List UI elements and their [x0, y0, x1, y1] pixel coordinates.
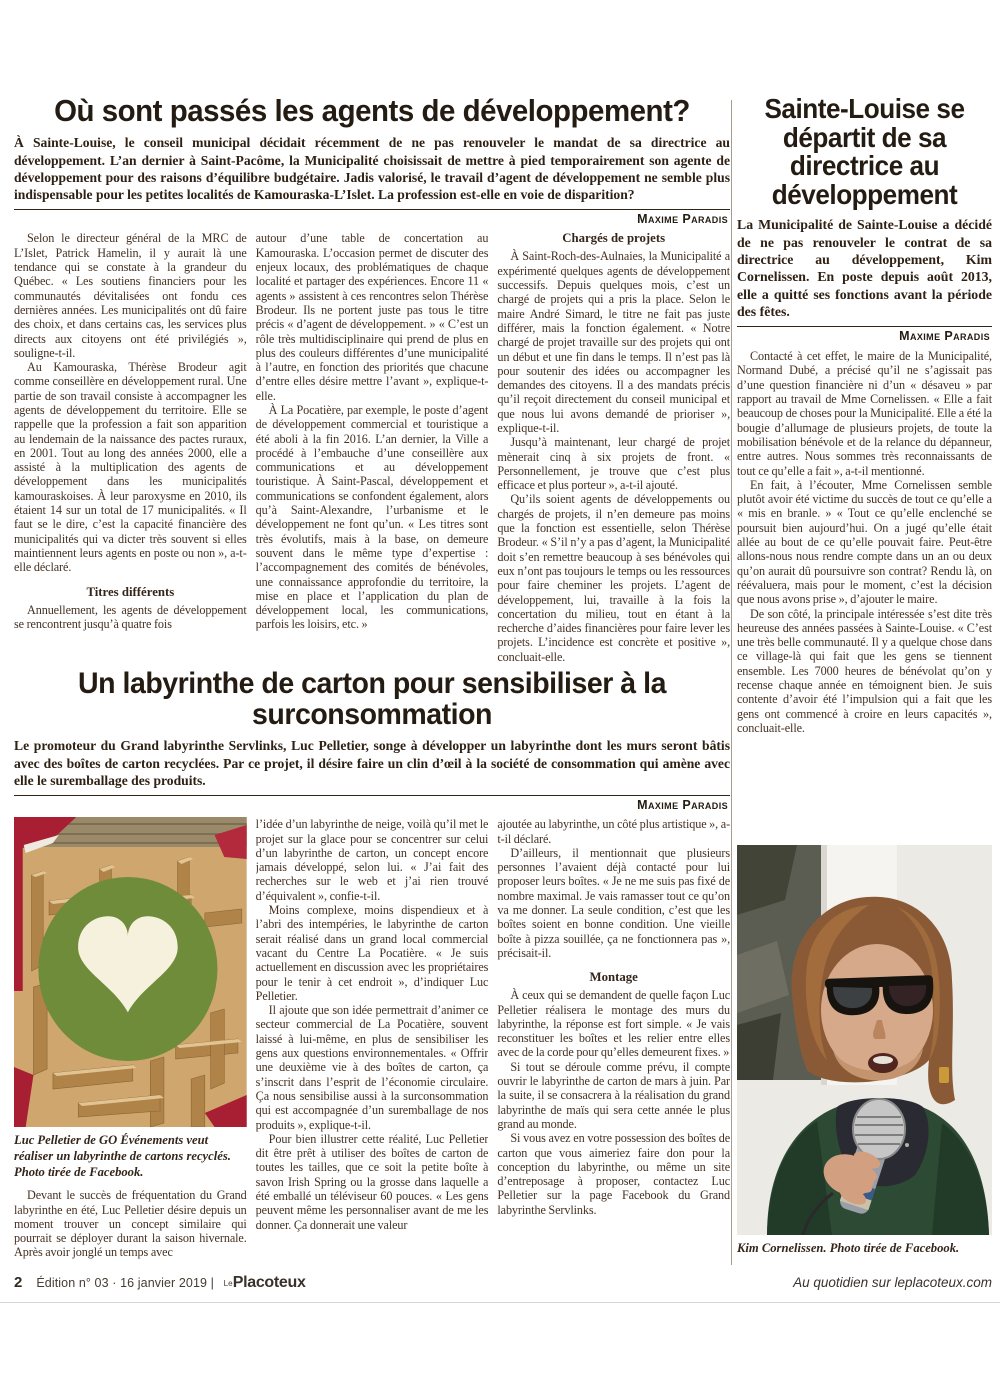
article1-byline: Maxime Paradis	[637, 212, 728, 227]
page-number: 2	[14, 1274, 23, 1291]
sidebar-byline: Maxime Paradis	[899, 329, 990, 344]
portrait-photo-caption: Kim Cornelissen. Photo tirée de Facebook.	[737, 1241, 960, 1255]
article2-headline: Un labyrinthe de carton pour sensibiliser à la surconsommation	[78, 667, 666, 732]
paragraph: Si vous avez en votre possession des boîtes de carton que vous aimeriez faire don pour la conception du labyrinthe, ou même un site d’entreposage à proposer, contactez Luc Pelletier sur la page Facebook du Grand labyrinthe Servlinks.	[497, 1131, 731, 1217]
paragraph: ajoutée au labyrinthe, un côté plus artistique », a-t-il déclaré.	[497, 817, 731, 846]
paragraph: D’ailleurs, il mentionnait que plusieurs personnes l’avaient déjà contacté pour lui proposer leurs boîtes. « Je ne me suis pas fixé de nombre maximal. Je vais ramasser tout ce qu’on va me donner. La seule condition, c’est que les boîtes soient en bonne condition. Une vieille boîte à pizza souillée, ça ne fonctionnera pas », précisait-il.	[497, 845, 731, 960]
portrait-photo	[737, 845, 992, 1235]
article1-lede: À Sainte-Louise, le conseil municipal décidait récemment de ne pas renouveler le mandat de sa directrice au développement. L’an dernier à Saint-Pacôme, la Municipalité choisissait de mettre à pied temporairement son agente de développement pour des raisons d’équilibre budgétaire. Jadis valorisé, le travail d’agent de développement ne semble plus indispensable pour les petites localités de Kamouraska-L’Islet. La profession est-elle en voie de disparition?	[14, 135, 730, 203]
article2-column-3	[497, 817, 730, 1272]
brand-name: Placoteux	[232, 1274, 306, 1291]
article2-column-1	[14, 817, 247, 1272]
article2-byline: Maxime Paradis	[637, 798, 728, 813]
paragraph: Qu’ils soient agents de développements ou chargés de projets, il n’en demeure pas moins que la fonction est essentielle, selon Thérèse Brodeur. « S’il n’y a pas d’agent, la Municipalité doit s’en remettre beaucoup à ses bénévoles qui eux n’ont pas toujours le temps ou les ressources pour faire cheminer les projets. L’agent de développement, lui, travaille à la fois la concertation du milieu, tout en étant à la recherche d’aides financières pour faire lever les projets. L’incidence est concrète et positive », concluait-elle.	[497, 492, 731, 664]
brand-logo	[224, 1276, 306, 1290]
article1-column-1	[14, 231, 247, 668]
sidebar-body	[737, 349, 992, 735]
edition-info	[36, 1274, 305, 1292]
sidebar-headline: Sainte-Louise se départit de sa directrice au développement	[764, 93, 965, 210]
paragraph: Annuellement, les agents de développement se rencontrent jusqu’à quatre fois	[14, 602, 247, 631]
footer-folio	[14, 1274, 306, 1292]
edition-label: Édition n° 03	[36, 1276, 109, 1290]
article1-column-3	[497, 231, 730, 668]
subhead-titres-differents: Titres différents	[86, 584, 175, 599]
paragraph: En fait, à l’écouter, Mme Cornelissen semble plutôt avoir été victime du succès de tout ce qu’elle a « mis en branle. » « Tout ce qu’elle enclenché se poursuit bien aujourd’hui. On a jugé qu’elle était allée au bout de ce qu’elle pouvait faire. Peut-être allons-nous nous rendre compte dans un an ou deux qu’on aurait dû poursuivre son contrat? Rendu là, on réévaluera, mais pour le moment, c’est la décision que nous avons prise », d’ajouter le maire.	[737, 477, 992, 607]
article2-lede: Le promoteur du Grand labyrinthe Servlinks, Luc Pelletier, songe à développer un labyrinthe dont les murs seront bâtis avec des boîtes de carton recyclées. Par ce projet, il désire faire un clin d’œil à la société de consommation qui amène avec elle le suremballage des produits.	[14, 738, 730, 788]
portrait-photo-block	[737, 845, 992, 1256]
brand-prefix: Le	[223, 1279, 233, 1288]
paragraph: Jusqu’à maintenant, leur chargé de projet mènerait cinq à six projets de front. « Personnellement, je trouve que c’est plus efficace et plus porteur », a-t-il ajouté.	[497, 435, 731, 493]
paragraph: Devant le succès de fréquentation du Grand labyrinthe en été, Luc Pelletier désire depuis un moment trouver un concept similaire qui pourrait se déployer durant la saison hivernale. Après avoir jonglé un temps avec	[14, 1188, 247, 1260]
article2-column-2	[256, 817, 489, 1272]
article1-column-2	[256, 231, 489, 668]
paragraph: l’idée d’un labyrinthe de neige, voilà qu’il met le projet sur la glace pour se concentrer sur celui d’un labyrinthe de carton, un concept encore jamais développé, selon lui. « J’ai fait des recherches sur le web et j’ai rien trouvé d’équivalent », confie-t-il.	[255, 817, 489, 903]
paragraph: Au Kamouraska, Thérèse Brodeur agit comme conseillère en développement rural. Une partie de son travail consiste à accompagner les agents de développement du territoire. Elle se rappelle que la profession a fait son apparition au lendemain de la naissance des pactes ruraux, en 2001. Tout au long des années 2000, elle a assisté à la multiplication des agents de développement dans les municipalités kamouraskoises. À leur paroxysme en 2010, ils étaient 14 sur un total de 17 municipalités. « Il faut se le dire, c’est la capacité financière des municipalités qui va dicter très souvent si elles maintiennent leurs agents en poste ou non », a-t-elle déclaré.	[14, 360, 247, 575]
paragraph: Pour bien illustrer cette réalité, Luc Pelletier dit être prêt à utiliser des boîtes de carton de toutes les tailles, que ce soit la petite boîte à savon Irish Spring ou la grosse dans laquelle a été emballé un téléviseur 60 pouces. « Les gens peuvent même les personnaliser avant de me les donner. Ça donnerait une valeur	[255, 1131, 489, 1232]
paragraph: À Saint-Roch-des-Aulnaies, la Municipalité a expérimenté quelques agents de développement successifs. Depuis quelques mois, c’est un chargé de projets qui a pris la place. Selon le maire André Simard, le titre ne fait pas juste différer, mais la fonction également. « Notre chargé de projet travaille sur des projets qui ont un début et une fin dans le temps. Il n’est pas là pour soutenir des idées ou accompagner les demandes des citoyens. Il a des mandats précis qu’il reçoit directement du conseil municipal et que nous lui avons demandé de prioriser », explique-t-il.	[497, 249, 731, 435]
subhead-montage: Montage	[589, 970, 638, 985]
maze-photo	[14, 817, 247, 1127]
paragraph: autour d’une table de concertation au Kamouraska. L’occasion permet de discuter des enjeux locaux, des problématiques de chaque localité et partager des expériences. Encore 11 « agents » assistent à ces rencontres selon Thérèse Brodeur. Ils ne portent juste pas tous le titre précis « d’agent de développement. » « C’est un rôle très multidisciplinaire qui prend de plus en plus des couleurs différentes d’une municipalité à l’autre, en fonction des priorités que chacune d’entre elles désire mettre l’avant », explique-t-elle.	[255, 231, 489, 403]
paragraph: Selon le directeur général de la MRC de L’Islet, Patrick Hamelin, il y aurait là une tendance qui se constate à la grandeur du Québec. « Les soutiens financiers pour les communautés dévitalisées ont fondu ces dernières années. Les municipalités ont dû faire des choix, et dans certains cas, les services plus directs aux citoyens ont été privilégiés », souligne-t-il.	[14, 231, 247, 360]
dot-separator: ·	[112, 1276, 117, 1290]
bottom-hairline	[0, 1302, 1000, 1303]
article-labyrinthe-carton	[14, 668, 730, 1272]
article2-columns	[14, 817, 730, 1272]
sidebar-lede: La Municipalité de Sainte-Louise a décidé de ne pas renouveler le contrat de sa directrice au développement, Kim Cornelissen. En poste depuis août 2013, elle a quitté ses fonctions avant la période des fêtes.	[737, 217, 992, 319]
paragraph: Moins complexe, moins dispendieux et à l’abri des intempéries, le labyrinthe de carton serait réalisé dans un grand local commercial vacant du Centre La Pocatière. « Je suis actuellement en discussion avec les propriétaires pour le tenir à cet endroit », d’indiquer Luc Pelletier.	[255, 903, 489, 1003]
paragraph: Contacté à cet effet, le maire de la Municipalité, Normand Dubé, a précisé qu’il ne s’agissait pas d’une question financière ni d’un « désaveu » par rapport au travail de Mme Cornelissen. « Elle a fait beaucoup de choses pour la Municipalité. Elle a été la bougie d’allumage de plusieurs projets, de toute la mobilisation bénévole et de la relance du dépanneur, entre autres. Nous sommes très reconnaissants de tout ce qu’elle a fait », a-t-il mentionné.	[737, 349, 992, 478]
paragraph: De son côté, la principale intéressée s’est dite très heureuse des années passées à Sainte-Louise. « C’est une très belle communauté. Il y a quelque chose dans ce village-là qui fait que les gens se tiennent ensemble. Les 7000 heures de bénévolat qu’on y recense chaque année en témoignent bien. Je suis contente d’avoir été l’impulsion qui a fait que les gens ont commencé à croire en leurs capacités », concluait-elle.	[737, 606, 992, 735]
paragraph: Si tout se déroule comme prévu, il compte ouvrir le labyrinthe de carton de mars à juin. Par la suite, il se consacrera à la réalisation du grand labyrinthe de maïs qui sera cette année le plus grand au monde.	[497, 1059, 731, 1131]
paragraph: Il ajoute que son idée permettrait d’animer ce secteur commercial de La Pocatière, souvent laissé à lui-même, en plus de sensibiliser les gens aux questions environnementales. « Offrir une deuxième vie à des boîtes de carton, ça s’inscrit dans l’esprit de l’économie circulaire. Ça nous sensibilise aussi à la surconsommation qui est accompagnée d’un suremballage de nos produits », explique-t-il.	[255, 1003, 489, 1132]
earring	[939, 1067, 949, 1083]
subhead-charges-de-projets: Chargés de projets	[562, 231, 666, 246]
paragraph: À ceux qui se demandent de quelle façon Luc Pelletier réalisera le montage des murs du labyrinthe, la réponse est fort simple. « Je vais reconstituer les boîtes et les relier entre elles avec de la corde pour qu’elles demeurent fixes. »	[497, 988, 731, 1060]
article-agents-developpement	[14, 95, 730, 668]
vertical-column-divider	[731, 100, 732, 1265]
article1-columns	[14, 231, 730, 668]
footer-tagline: Au quotidien sur leplacoteux.com	[793, 1275, 992, 1290]
page-footer	[14, 1274, 992, 1292]
sidebar-article-sainte-louise	[737, 95, 992, 1265]
bar-separator: |	[210, 1276, 215, 1290]
maze-photo-caption: Luc Pelletier de GO Événements veut réaliser un labyrinthe de cartons recyclés. Photo tirée de Facebook.	[14, 1133, 231, 1180]
edition-date: 16 janvier 2019	[120, 1276, 208, 1290]
article1-headline: Où sont passés les agents de développement?	[54, 93, 690, 128]
paragraph: À La Pocatière, par exemple, le poste d’agent de développement commercial et touristique a été aboli à la fin 2016. L’an dernier, la Ville a procédé à l’embauche d’une conseillère aux communications et au développement touristique. À Saint-Pascal, développement et communications se confondent également, alors qu’à Saint-Alexandre, l’urbanisme et le développement ne font qu’un. « Les titres sont très évolutifs, mais à la base, on demeure souvent dans le même type d’expertise : l’accompagnement des comités de bénévoles, une connaissance approfondie du territoire, la mise en place et l’application du plan de développement local, les communications, parfois les loisirs, etc. »	[255, 402, 489, 632]
